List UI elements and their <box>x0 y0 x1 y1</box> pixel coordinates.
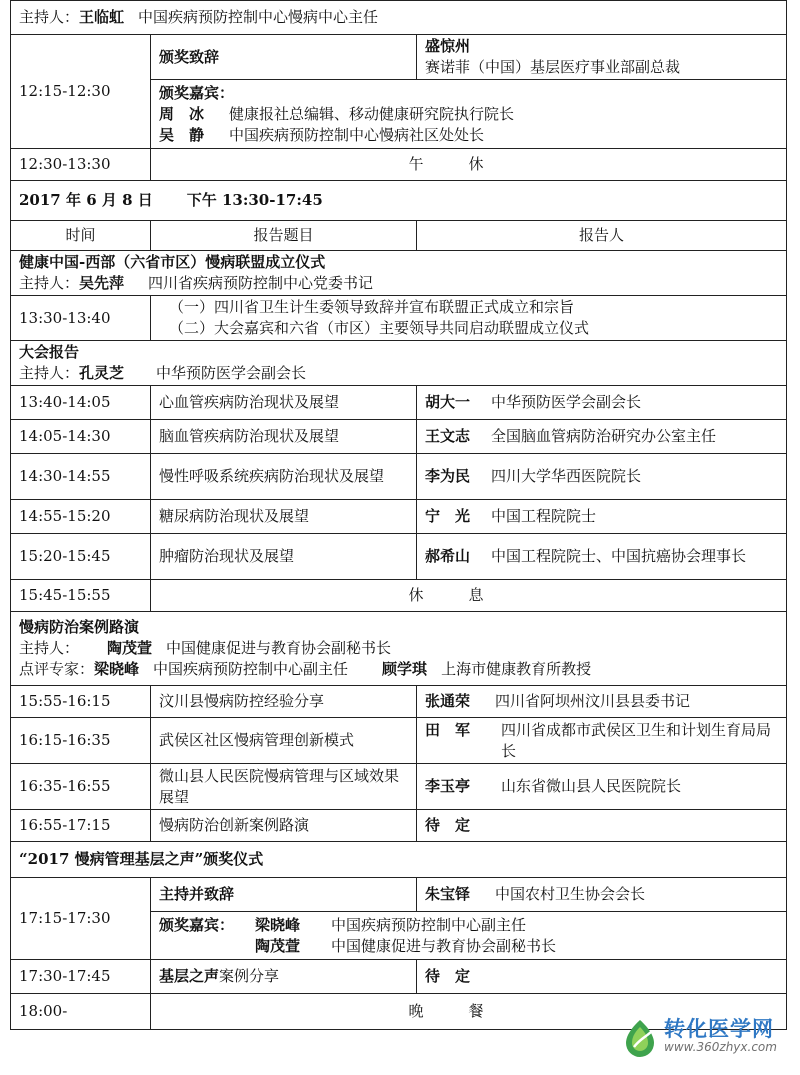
alliance-items-cell <box>151 296 787 341</box>
alliance-time: 13:30-13:40 <box>11 296 151 341</box>
row-topic: 武侯区社区慢病管理创新模式 <box>151 718 417 764</box>
row-speaker <box>417 718 787 764</box>
cases-expert-title: 上海市健康教育所教授 <box>441 660 592 678</box>
row-time: 13:40-14:05 <box>11 386 151 420</box>
award1-guest-title: 健康报社总编辑、移动健康研究院执行院长 <box>229 104 515 123</box>
speaker-name: 张通荣 <box>425 692 471 710</box>
row-speaker <box>417 686 787 718</box>
cases-experts <box>19 659 778 680</box>
alliance-host-title: 四川省疾病预防控制中心党委书记 <box>148 274 374 292</box>
lunch-row <box>11 149 787 181</box>
row-topic: 肿瘤防治现状及展望 <box>151 534 417 580</box>
award2-speech-title: 中国农村卫生协会会长 <box>495 885 646 903</box>
row-speaker <box>417 500 787 534</box>
award1-speech-row <box>11 35 787 80</box>
cases-expert-name: 梁晓峰 <box>94 660 140 678</box>
award2-guests-label: 颁奖嘉宾： <box>159 915 235 934</box>
award1-guests-cell <box>151 80 787 149</box>
break-time: 15:45-15:55 <box>11 580 151 612</box>
award2-share-row <box>11 960 787 994</box>
header-speaker: 报告人 <box>417 221 787 251</box>
award2-speech-cell <box>417 878 787 912</box>
award1-guest <box>159 125 778 146</box>
alliance-host-label: 主持人： <box>19 274 80 292</box>
row-topic: 心血管疾病防治现状及展望 <box>151 386 417 420</box>
speaker-title: 中国工程院院士、中国抗癌协会理事长 <box>491 547 747 565</box>
row-speaker <box>417 454 787 500</box>
cases-expert-name: 顾学琪 <box>382 660 428 678</box>
watermark-url: www.360zhyx.com <box>664 1040 777 1054</box>
row-speaker <box>417 534 787 580</box>
date-cell <box>11 181 787 221</box>
lunch-time: 12:30-13:30 <box>11 149 151 181</box>
alliance-item: （一）四川省卫生计生委领导致辞并宣布联盟正式成立和宗旨 <box>169 298 575 316</box>
row-time: 16:55-17:15 <box>11 810 151 842</box>
row-topic: 汶川县慢病防控经验分享 <box>151 686 417 718</box>
row-speaker <box>417 386 787 420</box>
plenary-row <box>11 420 787 454</box>
award2-guest <box>159 915 778 936</box>
row-time: 16:35-16:55 <box>11 764 151 810</box>
speaker-title: 全国脑血管病防治研究办公室主任 <box>491 427 717 445</box>
speaker-title: 山东省微山县人民医院院长 <box>501 777 682 795</box>
award1-speech-name: 盛惊州 <box>425 37 471 55</box>
cases-host-label: 主持人： <box>19 639 80 657</box>
award1-speech-title: 赛诺菲（中国）基层医疗事业部副总裁 <box>425 58 681 76</box>
row-speaker <box>417 764 787 810</box>
cases-section-cell <box>11 612 787 686</box>
speaker-name: 胡大一 <box>425 393 471 411</box>
break-row <box>11 580 787 612</box>
host-name: 王临虹 <box>79 8 125 26</box>
header-topic: 报告题目 <box>151 221 417 251</box>
host-label: 主持人： <box>19 8 80 26</box>
cases-expert-label: 点评专家： <box>19 660 95 678</box>
speaker-name: 田 军 <box>425 720 471 739</box>
plenary-row <box>11 386 787 420</box>
speaker-title: 四川大学华西医院院长 <box>491 467 642 485</box>
plenary-host-title: 中华预防医学会副会长 <box>156 364 307 382</box>
award2-share-time: 17:30-17:45 <box>11 960 151 994</box>
award2-speech-name: 朱宝铎 <box>425 885 471 903</box>
alliance-section-cell <box>11 251 787 296</box>
cases-title: 慢病防治案例路演 <box>19 618 140 636</box>
row-time: 16:15-16:35 <box>11 718 151 764</box>
award2-title: “2017 慢病管理基层之声”颁奖仪式 <box>11 842 787 878</box>
cases-expert-title: 中国疾病预防控制中心副主任 <box>153 660 349 678</box>
row-speaker <box>417 810 787 842</box>
award1-guest-name: 周 冰 <box>159 104 205 123</box>
alliance-title: 健康中国-西部（六省市区）慢病联盟成立仪式 <box>19 253 326 271</box>
cases-host <box>19 638 778 659</box>
award2-time: 17:15-17:30 <box>11 878 151 960</box>
column-header-row <box>11 221 787 251</box>
award1-time: 12:15-12:30 <box>11 35 151 149</box>
lunch-label: 午休 <box>408 155 529 173</box>
alliance-items-row <box>11 296 787 341</box>
lunch-cell <box>151 149 787 181</box>
cases-host-name: 陶茂萱 <box>107 639 153 657</box>
plenary-host <box>19 363 778 384</box>
row-topic: 慢病防治创新案例路演 <box>151 810 417 842</box>
speaker-name: 待 定 <box>425 967 471 985</box>
award1-guest <box>159 104 778 125</box>
alliance-host-name: 吴先萍 <box>79 274 125 292</box>
award2-speech-label: 主持并致辞 <box>151 878 417 912</box>
plenary-row <box>11 500 787 534</box>
row-topic: 慢性呼吸系统疾病防治现状及展望 <box>151 454 417 500</box>
break-label: 休息 <box>408 586 529 604</box>
row-topic: 脑血管疾病防治现状及展望 <box>151 420 417 454</box>
plenary-title: 大会报告 <box>19 343 80 361</box>
cases-row <box>11 764 787 810</box>
plenary-host-name: 孔灵芝 <box>79 364 125 382</box>
speaker-name: 郝希山 <box>425 547 471 565</box>
top-host-row <box>11 1 787 35</box>
row-time: 15:20-15:45 <box>11 534 151 580</box>
row-topic: 微山县人民医院慢病管理与区域效果展望 <box>151 764 417 810</box>
row-time: 14:05-14:30 <box>11 420 151 454</box>
speaker-title: 四川省成都市武侯区卫生和计划生育局局长 <box>501 720 772 760</box>
plenary-row <box>11 534 787 580</box>
award2-guest-name: 梁晓峰 <box>255 915 301 934</box>
row-time: 14:30-14:55 <box>11 454 151 500</box>
plenary-section-cell <box>11 341 787 386</box>
dinner-label: 晚餐 <box>408 1002 529 1020</box>
award2-share-rest: 案例分享 <box>219 967 280 985</box>
plenary-host-label: 主持人： <box>19 364 80 382</box>
award2-section-row <box>11 842 787 878</box>
watermark <box>620 1015 786 1057</box>
speaker-name: 宁 光 <box>425 507 471 525</box>
watermark-title: 转化医学网 <box>664 1017 774 1041</box>
date-text: 2017 年 6 月 8 日 <box>19 191 153 209</box>
row-speaker <box>417 420 787 454</box>
header-time: 时间 <box>11 221 151 251</box>
cases-row <box>11 718 787 764</box>
plenary-section-row <box>11 341 787 386</box>
award1-guest-title: 中国疾病预防控制中心慢病社区处处长 <box>229 125 485 144</box>
date-row <box>11 181 787 221</box>
award2-share-label: 基层之声 <box>159 967 220 985</box>
row-time: 14:55-15:20 <box>11 500 151 534</box>
award1-speech-cell <box>417 35 787 80</box>
award1-speech-label: 颁奖致辞 <box>151 35 417 80</box>
alliance-host <box>19 273 778 294</box>
row-time: 15:55-16:15 <box>11 686 151 718</box>
host-title: 中国疾病预防控制中心慢病中心主任 <box>138 8 379 26</box>
award2-guest-title: 中国健康促进与教育协会副秘书长 <box>331 936 557 955</box>
speaker-name: 李为民 <box>425 467 471 485</box>
speaker-title: 中华预防医学会副会长 <box>491 393 642 411</box>
award2-guests-cell <box>151 912 787 960</box>
speaker-title: 中国工程院院士 <box>491 507 597 525</box>
award2-share-speaker <box>417 960 787 994</box>
break-cell <box>151 580 787 612</box>
award1-guests-label: 颁奖嘉宾： <box>159 83 235 102</box>
speaker-name: 待 定 <box>425 816 471 834</box>
session-text: 下午 13:30-17:45 <box>186 191 323 209</box>
award2-speech-row <box>11 878 787 912</box>
cases-host-title: 中国健康促进与教育协会副秘书长 <box>166 639 392 657</box>
alliance-item: （二）大会嘉宾和六省（市区）主要领导共同启动联盟成立仪式 <box>169 319 590 337</box>
cases-row <box>11 810 787 842</box>
award2-guest <box>159 936 778 957</box>
schedule-table <box>10 0 787 1030</box>
alliance-section-row <box>11 251 787 296</box>
row-topic: 糖尿病防治现状及展望 <box>151 500 417 534</box>
award1-guest-name: 吴 静 <box>159 125 205 144</box>
award2-guest-title: 中国疾病预防控制中心副主任 <box>331 915 527 934</box>
speaker-title: 四川省阿坝州汶川县县委书记 <box>495 692 691 710</box>
leaf-drop-logo-icon <box>620 1017 660 1057</box>
speaker-name: 李玉亭 <box>425 777 471 795</box>
award2-share-cell <box>151 960 417 994</box>
cases-section-row <box>11 612 787 686</box>
award2-guest-name: 陶茂萱 <box>255 936 301 955</box>
dinner-time: 18:00- <box>11 994 151 1030</box>
cases-row <box>11 686 787 718</box>
plenary-row <box>11 454 787 500</box>
top-host-cell <box>11 1 787 35</box>
speaker-name: 王文志 <box>425 427 471 445</box>
